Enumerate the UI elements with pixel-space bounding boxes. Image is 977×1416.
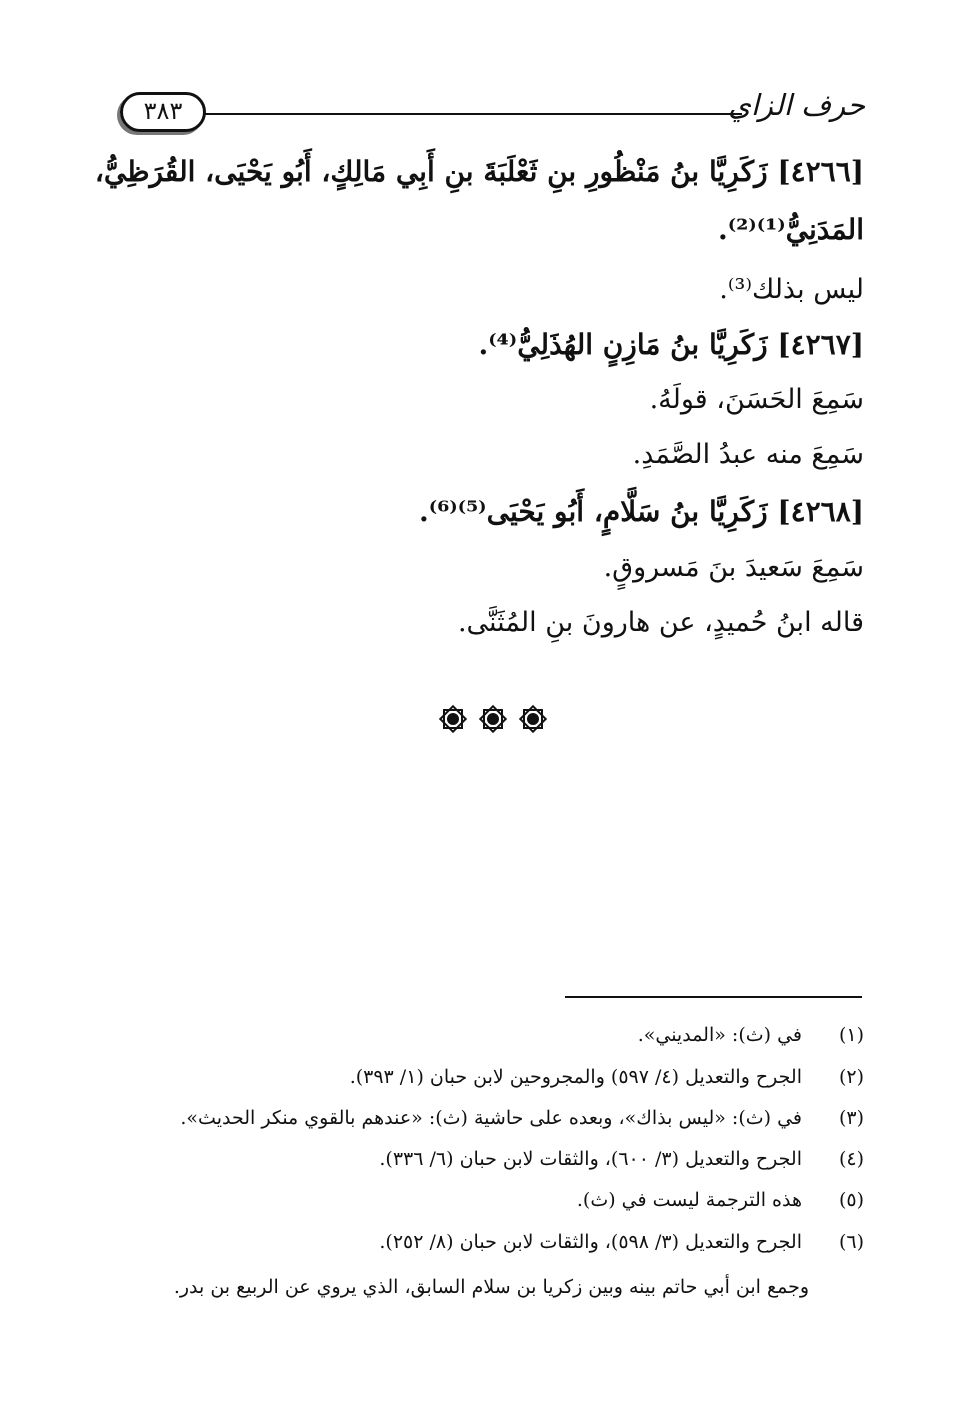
entry-4266-heading-continued: المَدَنِيُّ⁽¹⁾⁽²⁾.	[718, 213, 864, 246]
footnote-text: الجرح والتعديل (٣/ ٦٠٠)، والثقات لابن حبان (٦/ ٣٣٦).	[379, 1148, 802, 1170]
footnote-text: الجرح والتعديل (٣/ ٥٩٨)، والثقات لابن حبان (٨/ ٢٥٢).	[379, 1231, 802, 1253]
flower-ornament-icon	[478, 704, 508, 734]
footnote-text: هذه الترجمة ليست في (ث).	[576, 1189, 802, 1211]
footnote-6	[379, 1227, 864, 1257]
entry-4267-text-1: سَمِعَ الحَسَنَ، قولَهُ.	[649, 384, 864, 415]
entry-4266-text: ليس بذلك⁽³⁾.	[719, 274, 864, 305]
footnote-1	[638, 1020, 864, 1050]
footnote-text: في (ث): «ليس بذاك»، وبعده على حاشية (ث): «عندهم بالقوي منكر الحديث».	[180, 1107, 802, 1129]
footnote-number: (٥)	[838, 1189, 864, 1211]
entry-4266-heading: [٤٢٦٦] زَكَرِيَّا بنُ مَنْظُورِ بنِ ثَعْلَبَةَ بنِ أَبِي مَالِكٍ، أَبُو يَحْيَى، القُرَظِيُّ،	[94, 155, 864, 188]
flower-ornament-icon	[438, 704, 468, 734]
page-number-badge: ٣٨٣	[120, 92, 206, 132]
entry-4267-text-2: سَمِعَ منه عبدُ الصَّمَدِ.	[632, 439, 864, 470]
section-end-ornament	[438, 704, 548, 736]
entry-4267-heading: [٤٢٦٧] زَكَرِيَّا بنُ مَازِنٍ الهُذَلِيُّ⁽⁴⁾.	[478, 328, 864, 361]
footnote-3	[180, 1103, 864, 1133]
flower-ornament-icon	[518, 704, 548, 734]
entry-4268-text-1: سَمِعَ سَعيدَ بنَ مَسروقٍ.	[603, 552, 864, 583]
footnote-text: الجرح والتعديل (٤/ ٥٩٧) والمجروحين لابن حبان (١/ ٣٩٣).	[349, 1066, 802, 1088]
footnote-6-continuation: وجمع ابن أبي حاتم بينه وبين زكريا بن سلام السابق، الذي يروي عن الربيع بن بدر.	[173, 1276, 809, 1298]
footnote-number: (٢)	[838, 1066, 864, 1088]
footnote-number: (٤)	[838, 1148, 864, 1170]
footnote-separator	[565, 996, 862, 998]
footnote-number: (٣)	[838, 1107, 864, 1129]
footnote-2	[350, 1062, 864, 1092]
footnote-4	[379, 1144, 864, 1174]
chapter-title: حرف الزاي	[728, 88, 865, 122]
footnote-text: في (ث): «المديني».	[637, 1024, 802, 1046]
footnote-5	[577, 1185, 864, 1215]
header-rule	[205, 113, 742, 115]
entry-4268-heading: [٤٢٦٨] زَكَرِيَّا بنُ سَلَّامٍ، أَبُو يَحْيَى⁽⁵⁾⁽⁶⁾.	[418, 495, 864, 528]
entry-4268-text-2: قاله ابنُ حُميدٍ، عن هارونَ بنِ المُثَنَّى.	[457, 607, 864, 638]
footnote-number: (٦)	[838, 1231, 864, 1253]
footnote-number: (١)	[838, 1024, 864, 1046]
